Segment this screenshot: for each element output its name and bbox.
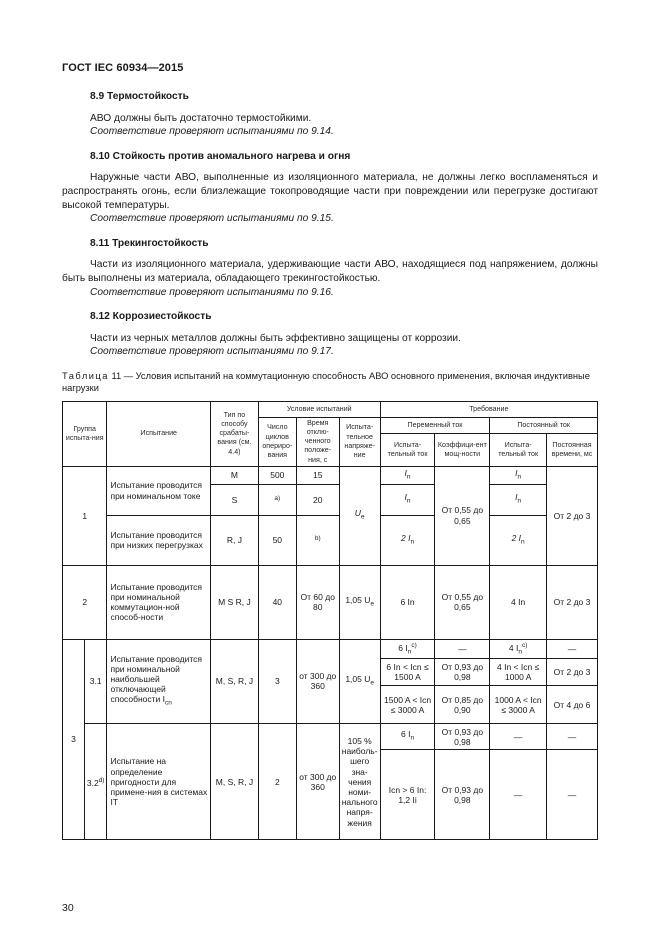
header-ac-current: Испыта-тельный ток	[380, 433, 435, 466]
table-row	[63, 724, 598, 750]
header-voltage: Испыта-тельное напряже-ние	[339, 417, 380, 466]
dc-current: $I_n$	[490, 466, 547, 484]
cycles: 3	[258, 639, 296, 724]
cycles: 40	[258, 565, 296, 639]
table-caption	[62, 370, 598, 395]
off-time: от 300 до 360	[296, 639, 339, 724]
test-voltage: 1,05 $U_e$	[339, 639, 380, 724]
section-8-10	[62, 150, 598, 226]
header-dc-current: Испыта-тельный ток	[490, 433, 547, 466]
document-body	[62, 90, 598, 840]
section-title: 8.10 Стойкость против аномального нагрева и огня	[90, 150, 351, 162]
ac-power-factor: От 0,93 до 0,98	[435, 750, 490, 840]
ac-power-factor: —	[435, 639, 490, 659]
test-voltage: 1,05 $U_e$	[339, 565, 380, 639]
off-time: от 300 до 360	[296, 724, 339, 840]
table-label: Таблица	[62, 370, 109, 381]
off-time: 15	[296, 466, 339, 484]
group-number: 2	[63, 565, 107, 639]
header-trip-type: Тип по способу срабаты-вания (см. 4.4)	[211, 401, 259, 466]
group-number: 1	[63, 466, 107, 565]
trip-type: S	[211, 484, 259, 515]
header-requirement: Требование	[380, 401, 597, 417]
dc-current: 4 $I_n^{c)}$	[490, 639, 547, 659]
test-description: Испытание проводится при номинальной наибольшей отключающей способности $I_{cn}$	[107, 639, 211, 724]
dc-current: 1000 A < Icn ≤ 3000 A	[490, 686, 547, 724]
ac-current: $I_n$	[380, 466, 435, 484]
dc-time-constant: —	[547, 724, 598, 750]
table-row	[63, 466, 598, 484]
group-number: 3	[63, 639, 85, 840]
trip-type: M, S, R, J	[211, 639, 259, 724]
ac-current: 6 In	[380, 565, 435, 639]
header-test: Испытание	[107, 401, 211, 466]
cycles: 50	[258, 515, 296, 565]
section-title: 8.12 Коррозиестойкость	[90, 311, 212, 323]
section-8-9	[62, 90, 598, 139]
section-check: Соответствие проверяют испытаниями по 9.15.	[90, 213, 334, 225]
dc-time-constant: —	[547, 639, 598, 659]
ac-current: Icn > 6 In: 1,2 Ii	[380, 750, 435, 840]
header-ac-power-factor: Коэффици-ент мощ-ности	[435, 433, 490, 466]
section-text: Наружные части АВО, выполненные из изоляционного материала, не должны легко воспламеняться и распространять огонь, если близлежащие токопроводящие части при повреждении или перегрузке достигают высокой температуры.	[62, 172, 598, 211]
test-description: Испытание проводится при номинальном токе	[107, 466, 211, 515]
test-conditions-table	[62, 401, 598, 841]
header-test-conditions: Условие испытаний	[258, 401, 380, 417]
ac-power-factor: От 0,93 до 0,98	[435, 724, 490, 750]
trip-type: M S R, J	[211, 565, 259, 639]
dc-current: —	[490, 750, 547, 840]
subgroup-number: 3.1	[84, 639, 107, 724]
test-description: Испытание проводится при низких перегрузках	[107, 515, 211, 565]
cycles: a)	[258, 484, 296, 515]
section-check: Соответствие проверяют испытаниями по 9.16.	[90, 286, 334, 298]
table-row	[63, 639, 598, 659]
section-check: Соответствие проверяют испытаниями по 9.14.	[90, 126, 334, 138]
dc-current: $I_n$	[490, 484, 547, 515]
ac-current: 1500 A < Icn ≤ 3000 A	[380, 686, 435, 724]
cycles: 2	[258, 724, 296, 840]
dc-current: 4 In	[490, 565, 547, 639]
dc-current: —	[490, 724, 547, 750]
ac-power-factor: От 0,55 до 0,65	[435, 466, 490, 565]
table-row	[63, 515, 598, 565]
dc-time-constant: От 2 до 3	[547, 466, 598, 565]
ac-current: 6 $I_n^{c)}$	[380, 639, 435, 659]
dc-current: 4 In < Icn ≤ 1000 A	[490, 659, 547, 686]
section-8-11	[62, 237, 598, 299]
header-ac: Переменный ток	[380, 417, 490, 433]
header-dc: Постоянный ток	[490, 417, 598, 433]
document-header: ГОСТ IEC 60934—2015	[62, 62, 184, 74]
ac-current: 2 $I_n$	[380, 515, 435, 565]
dc-current: 2 $I_n$	[490, 515, 547, 565]
ac-power-factor: От 0,55 до 0,65	[435, 565, 490, 639]
header-cycles: Число циклов опериро-вания	[258, 417, 296, 466]
table-row	[63, 565, 598, 639]
section-title: 8.11 Трекингостойкость	[90, 237, 209, 249]
test-description: Испытание на определение пригодности для примене-ния в системах IT	[107, 724, 211, 840]
ac-power-factor: От 0,93 до 0,98	[435, 659, 490, 686]
section-text: Части из изоляционного материала, удерживающие части АВО, находящиеся под напряжением, должны быть выполнены из материала, обладающего трекингостойкостью.	[62, 259, 598, 284]
dc-time-constant: От 2 до 3	[547, 565, 598, 639]
ac-current: 6 $I_n$	[380, 724, 435, 750]
off-time: b)	[296, 515, 339, 565]
off-time: От 60 до 80	[296, 565, 339, 639]
trip-type: R, J	[211, 515, 259, 565]
subgroup-number: 3.2$^{d)}$	[84, 724, 107, 840]
dc-time-constant: От 4 до 6	[547, 686, 598, 724]
dc-time-constant: —	[547, 750, 598, 840]
section-text: Части из черных металлов должны быть эффективно защищены от коррозии.	[90, 332, 461, 344]
test-voltage: $U_e$	[339, 466, 380, 565]
dc-time-constant: От 2 до 3	[547, 659, 598, 686]
header-dc-time-constant: Постоянная времени, мс	[547, 433, 598, 466]
table-caption-text: 11 — Условия испытаний на коммутационную способность АВО основного применения, включая индуктивные нагрузки	[62, 370, 590, 394]
ac-current: $I_n$	[380, 484, 435, 515]
header-off-time: Время отклю-ченного положе-ния, с	[296, 417, 339, 466]
section-text: АВО должны быть достаточно термостойкими.	[90, 112, 312, 124]
cycles: 500	[258, 466, 296, 484]
page-number: 30	[62, 902, 74, 914]
header-group: Группа испыта-ния	[63, 401, 107, 466]
test-description: Испытание проводится при номинальной коммутацион-ной способ-ности	[107, 565, 211, 639]
off-time: 20	[296, 484, 339, 515]
trip-type: M, S, R, J	[211, 724, 259, 840]
section-8-12	[62, 310, 598, 359]
test-voltage: 105 % наиболь-шего зна-чения номи-нального напря-жения	[339, 724, 380, 840]
ac-power-factor: От 0,85 до 0,90	[435, 686, 490, 724]
trip-type: M	[211, 466, 259, 484]
ac-current: 6 In < Icn ≤ 1500 A	[380, 659, 435, 686]
section-title: 8.9 Термостойкость	[90, 91, 189, 102]
section-check: Соответствие проверяют испытаниями по 9.17.	[90, 346, 334, 358]
